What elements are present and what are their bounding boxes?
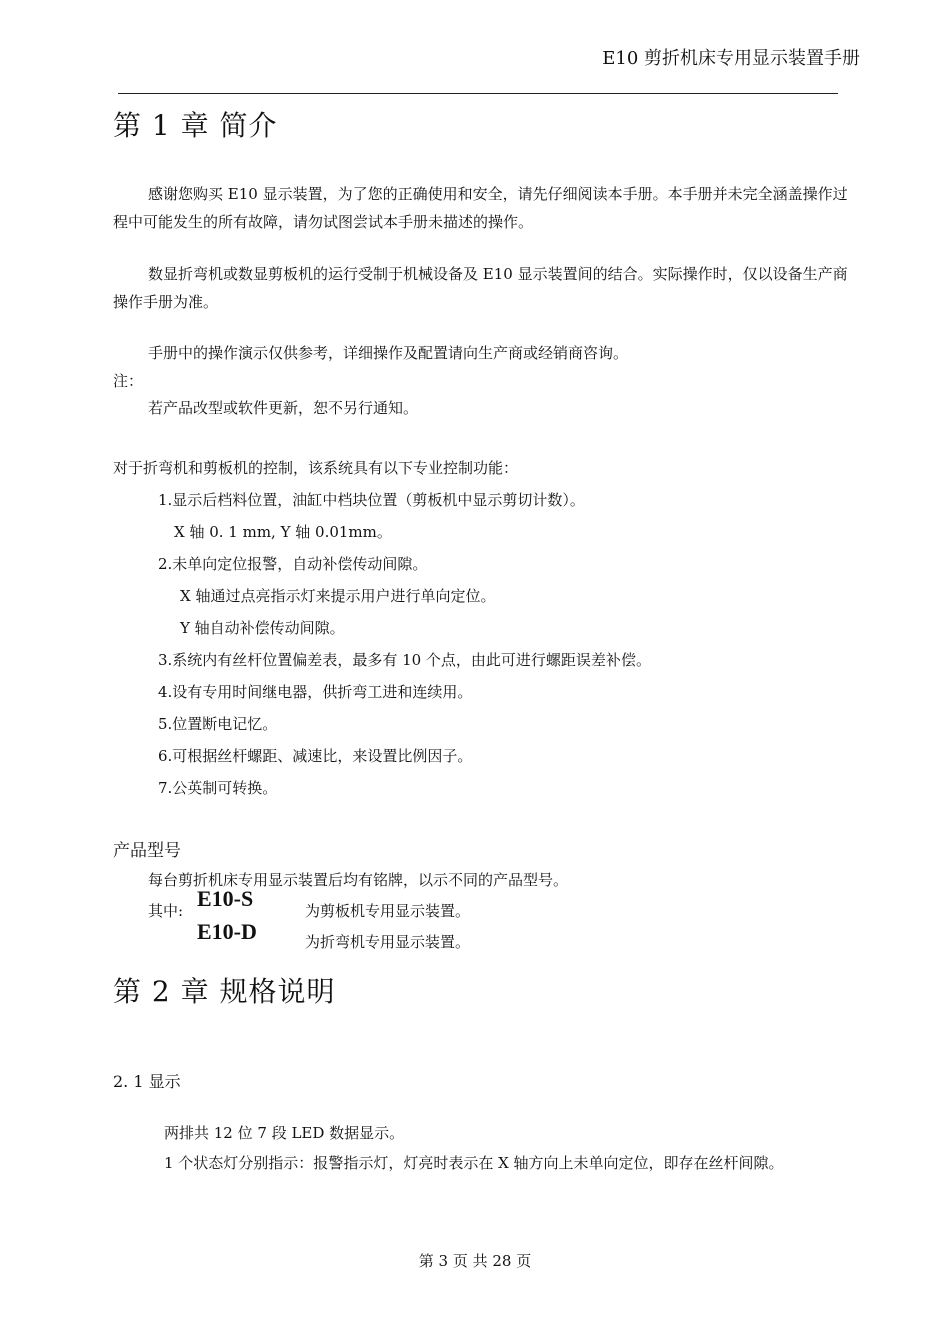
models-label: 其中: xyxy=(148,902,184,920)
note-text: 若产品改型或软件更新，恕不另行通知。 xyxy=(148,399,419,417)
function-item: 5.位置断电记忆。 xyxy=(158,715,278,733)
chapter-2-title: 第 2 章 规格说明 xyxy=(113,975,336,1008)
header-divider xyxy=(118,93,838,94)
function-item: 2.未单向定位报警，自动补偿传动间隙。 xyxy=(158,555,428,573)
function-item: 1.显示后档料位置，油缸中档块位置（剪板机中显示剪切计数）。 xyxy=(158,491,585,509)
functions-intro: 对于折弯机和剪板机的控制，该系统具有以下专业控制功能： xyxy=(113,459,519,477)
function-item: 7.公英制可转换。 xyxy=(158,779,278,797)
intro-paragraph-2: 数显折弯机或数显剪板机的运行受制于机械设备及 E10 显示装置间的结合。实际操作时，仅以设备生产商操作手册为准。 xyxy=(113,265,848,311)
display-spec-line: 两排共 12 位 7 段 LED 数据显示。 xyxy=(164,1124,405,1142)
header-title: E10 剪折机床专用显示装置手册 xyxy=(602,48,860,69)
page-number: 第 3 页 共 28 页 xyxy=(418,1252,532,1270)
model-desc-bend: 为折弯机专用显示装置。 xyxy=(305,933,471,951)
model-desc-shear: 为剪板机专用显示装置。 xyxy=(305,902,471,920)
product-model-heading: 产品型号 xyxy=(113,841,181,861)
note-label: 注： xyxy=(113,372,144,390)
intro-paragraph-1: 感谢您购买 E10 显示装置，为了您的正确使用和安全，请先仔细阅读本手册。本手册并未完全涵盖操作过程中可能发生的所有故障，请勿试图尝试本手册未描述的操作。 xyxy=(113,185,848,231)
function-item: 3.系统内有丝杆位置偏差表，最多有 10 个点，由此可进行螺距误差补偿。 xyxy=(158,651,651,669)
intro-paragraph-3: 手册中的操作演示仅供参考，详细操作及配置请向生产商或经销商咨询。 xyxy=(148,344,629,362)
chapter-1-title: 第 1 章 简介 xyxy=(113,109,278,142)
function-item: 6.可根据丝杆螺距、减速比，来设置比例因子。 xyxy=(158,747,473,765)
model-code-shear: E10-S xyxy=(197,886,254,911)
function-item: 4.设有专用时间继电器，供折弯工进和连续用。 xyxy=(158,683,473,701)
model-code-bend: E10-D xyxy=(197,919,257,944)
function-subitem: X 轴 0. 1 mm, Y 轴 0.01mm。 xyxy=(174,523,392,541)
status-light-spec-line: 1 个状态灯分别指示：报警指示灯，灯亮时表示在 X 轴方向上未单向定位，即存在丝杆间隙。 xyxy=(164,1154,784,1172)
function-subitem: X 轴通过点亮指示灯来提示用户进行单向定位。 xyxy=(180,587,496,605)
section-2-1-title: 2. 1 显示 xyxy=(113,1072,181,1091)
function-subitem: Y 轴自动补偿传动间隙。 xyxy=(180,619,345,637)
product-model-text: 每台剪折机床专用显示装置后均有铭牌，以示不同的产品型号。 xyxy=(148,871,569,889)
